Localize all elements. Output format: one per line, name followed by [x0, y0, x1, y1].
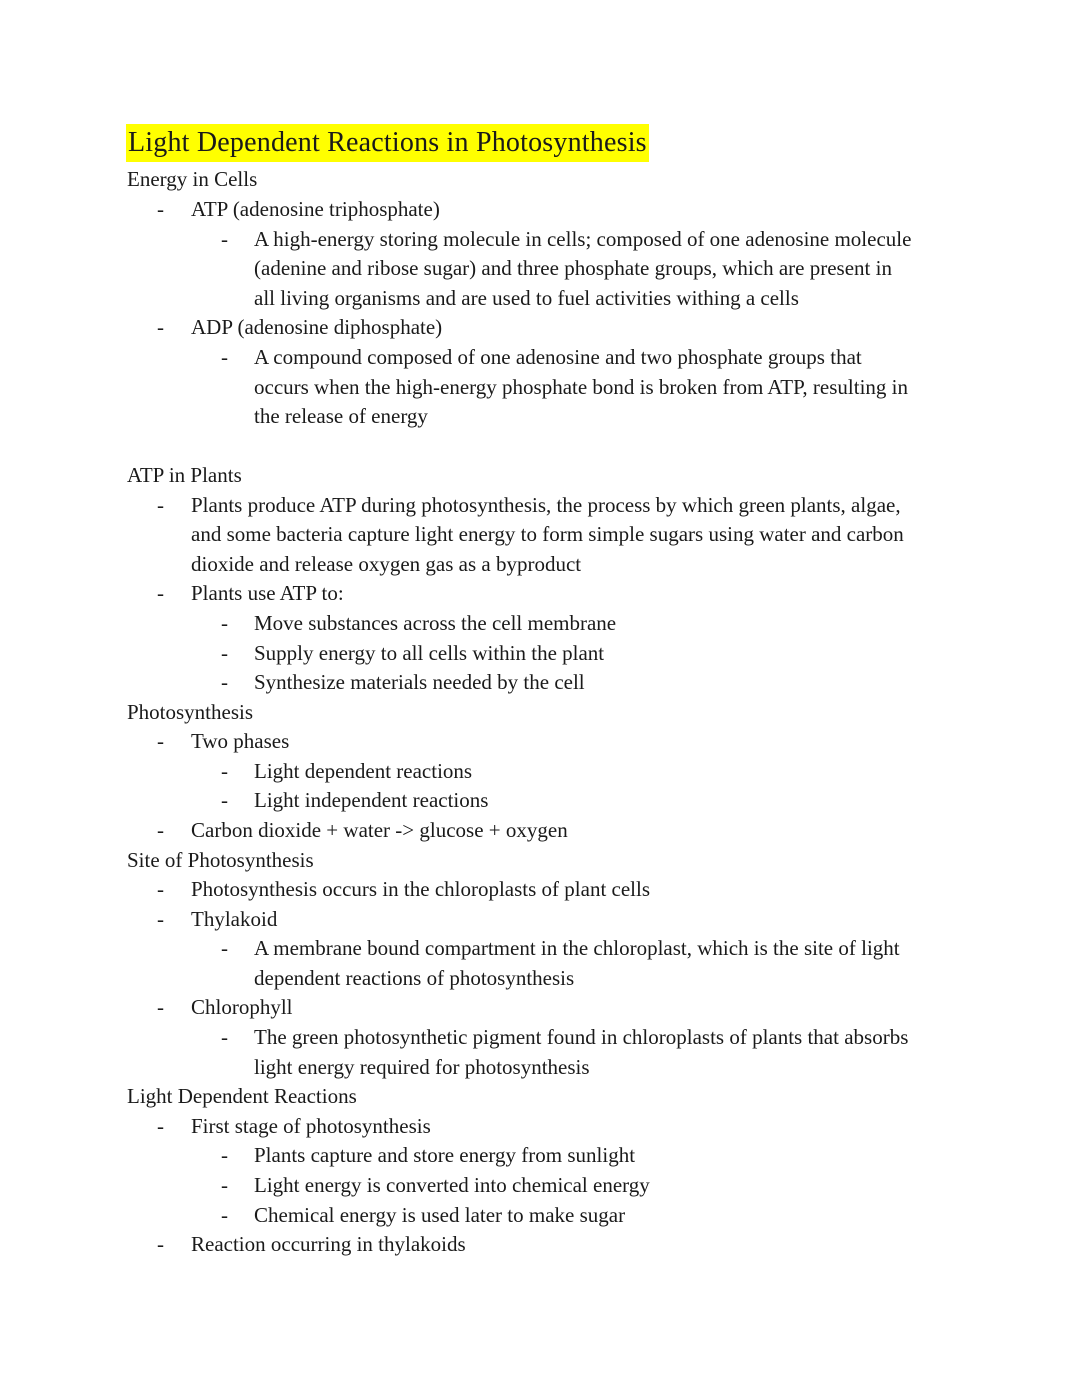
bullet-dash: - [157, 877, 164, 901]
bullet-dash: - [157, 818, 164, 842]
bullet-dash: - [157, 1232, 164, 1256]
stage-point-2: Light energy is converted into chemical energy [254, 1173, 650, 1197]
bullet-dash: - [221, 641, 228, 665]
list-item-plants-use: Plants use ATP to: [191, 581, 344, 605]
section-heading-ldr: Light Dependent Reactions [127, 1084, 357, 1108]
bullet-dash: - [157, 729, 164, 753]
bullet-dash: - [221, 788, 228, 812]
bullet-dash: - [157, 581, 164, 605]
bullet-dash: - [221, 227, 228, 251]
bullet-dash: - [157, 995, 164, 1019]
list-item-thylakoids: Reaction occurring in thylakoids [191, 1232, 466, 1256]
list-item-adp: ADP (adenosine diphosphate) [191, 315, 443, 339]
list-item-occurs: Photosynthesis occurs in the chloroplasts of plant cells [191, 877, 651, 901]
adp-desc-line-1: A compound composed of one adenosine and two phosphate groups that [254, 345, 862, 369]
document-title: Light Dependent Reactions in Photosynthesis [126, 124, 649, 162]
bullet-dash: - [221, 1173, 228, 1197]
bullet-dash: - [157, 1114, 164, 1138]
atp-desc-line-2: (adenine and ribose sugar) and three phosphate groups, which are present in [254, 256, 892, 280]
use-item-2: Supply energy to all cells within the plant [254, 641, 605, 665]
phase-item-2: Light independent reactions [254, 788, 489, 812]
list-item-thylakoid: Thylakoid [191, 907, 278, 931]
atp-desc-line-1: A high-energy storing molecule in cells; composed of one adenosine molecule [254, 227, 912, 251]
chlorophyll-desc-line-1: The green photosynthetic pigment found in chloroplasts of plants that absorbs [254, 1025, 909, 1049]
adp-desc-line-3: the release of energy [254, 404, 428, 428]
bullet-dash: - [157, 493, 164, 517]
produce-line-3: dioxide and release oxygen gas as a byproduct [191, 552, 582, 576]
bullet-dash: - [221, 1025, 228, 1049]
list-item-two-phases: Two phases [191, 729, 290, 753]
atp-desc-line-3: all living organisms and are used to fuel activities withing a cells [254, 286, 799, 310]
chlorophyll-desc-line-2: light energy required for photosynthesis [254, 1055, 590, 1079]
bullet-dash: - [221, 670, 228, 694]
stage-point-3: Chemical energy is used later to make sugar [254, 1203, 626, 1227]
bullet-dash: - [157, 197, 164, 221]
bullet-dash: - [221, 1203, 228, 1227]
thylakoid-desc-line-2: dependent reactions of photosynthesis [254, 966, 575, 990]
section-heading-atp-in-plants: ATP in Plants [127, 463, 242, 487]
adp-desc-line-2: occurs when the high-energy phosphate bond is broken from ATP, resulting in [254, 375, 909, 399]
list-item-chlorophyll: Chlorophyll [191, 995, 293, 1019]
use-item-3: Synthesize materials needed by the cell [254, 670, 585, 694]
bullet-dash: - [157, 315, 164, 339]
thylakoid-desc-line-1: A membrane bound compartment in the chloroplast, which is the site of light [254, 936, 900, 960]
produce-line-2: and some bacteria capture light energy to form simple sugars using water and carbon [191, 522, 904, 546]
bullet-dash: - [221, 345, 228, 369]
phase-item-1: Light dependent reactions [254, 759, 473, 783]
produce-line-1: Plants produce ATP during photosynthesis, the process by which green plants, algae, [191, 493, 901, 517]
section-heading-site: Site of Photosynthesis [127, 848, 314, 872]
list-item-equation: Carbon dioxide + water -> glucose + oxygen [191, 818, 568, 842]
bullet-dash: - [221, 759, 228, 783]
section-heading-photosynthesis: Photosynthesis [127, 700, 254, 724]
stage-point-1: Plants capture and store energy from sunlight [254, 1143, 636, 1167]
bullet-dash: - [221, 936, 228, 960]
use-item-1: Move substances across the cell membrane [254, 611, 617, 635]
list-item-first-stage: First stage of photosynthesis [191, 1114, 431, 1138]
section-heading-energy-in-cells: Energy in Cells [127, 167, 258, 191]
list-item-atp: ATP (adenosine triphosphate) [191, 197, 440, 221]
bullet-dash: - [221, 611, 228, 635]
bullet-dash: - [221, 1143, 228, 1167]
bullet-dash: - [157, 907, 164, 931]
